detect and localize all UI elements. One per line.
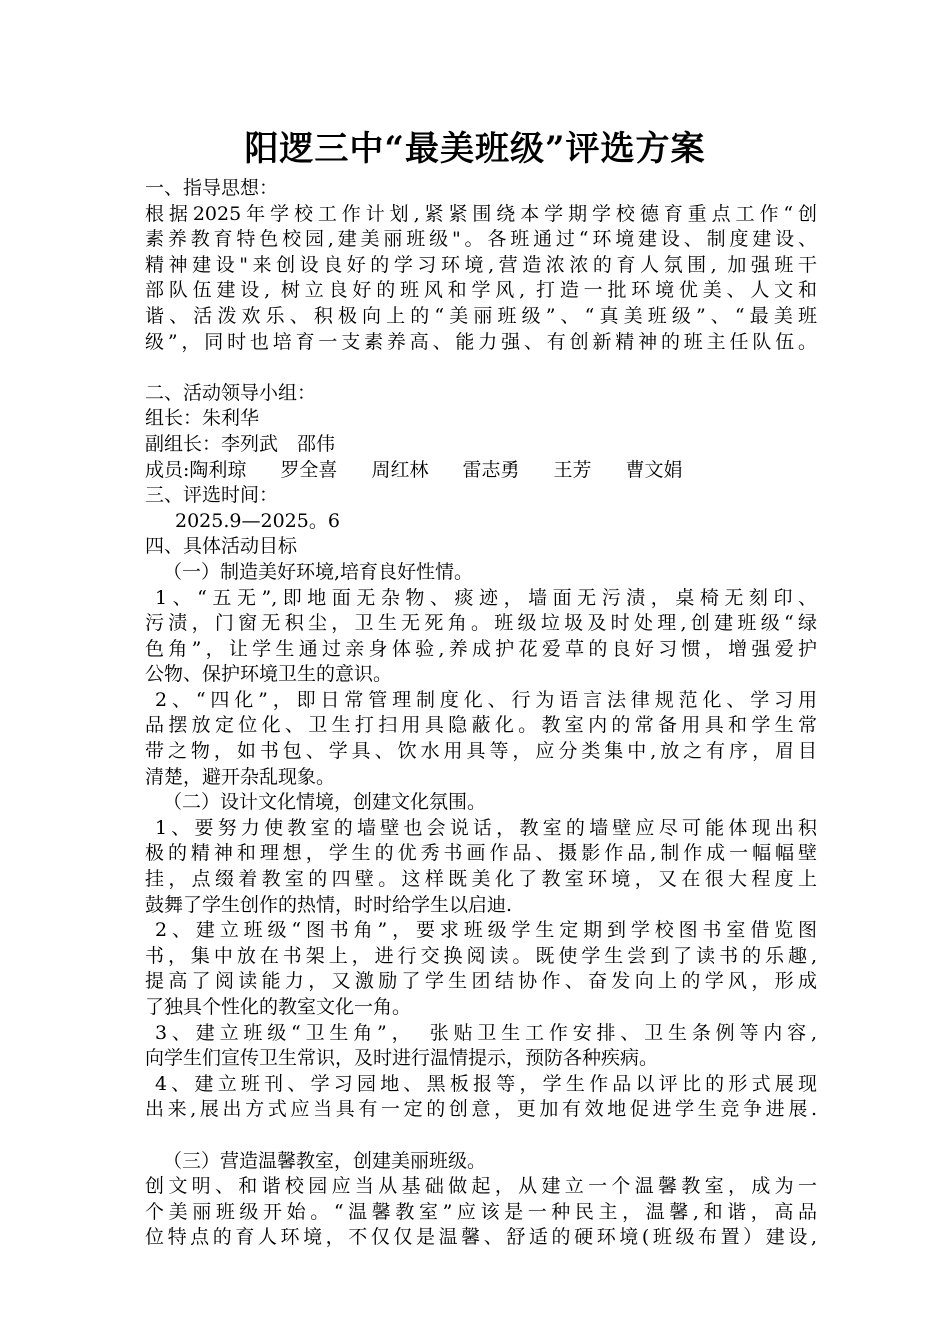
paragraph-line: 提高了阅读能力，又激励了学生团结协作、奋发向上的学风，形成 [145, 970, 817, 993]
section-heading: 一、指导思想： [145, 177, 279, 199]
paragraph-line: 创文明、和谐校园应当从基础做起，从建立一个温馨教室，成为一 [145, 1175, 817, 1198]
member-name: 陶利琼 [189, 458, 247, 481]
paragraph-line: 个美丽班级开始。“温馨教室”应该是一种民主，温馨,和谐，高品 [145, 1200, 817, 1223]
paragraph-line: 带之物，如书包、学具、饮水用具等，应分类集中,放之有序，眉目 [145, 740, 817, 763]
subsection-heading: （二）设计文化情境，创建文化氛围。 [163, 791, 487, 814]
paragraph-line: 污渍，门窗无积尘，卫生无死角。班级垃圾及时处理,创建班级“绿 [145, 612, 817, 635]
paragraph-line: 鼓舞了学生创作的热情，时时给学生以启迪. [145, 893, 513, 916]
paragraph-line: 品摆放定位化、卫生打扫用具隐蔽化。教室内的常备用具和学生常 [145, 714, 817, 737]
group-deputy: 副组长：李列武 邵伟 [145, 432, 336, 455]
member-name: 王芳 [553, 458, 592, 481]
subsection-heading: （三）营造温馨教室，创建美丽班级。 [163, 1149, 487, 1172]
section-heading: 三、评选时间： [145, 484, 279, 507]
members-label: 成员: [145, 458, 190, 481]
section-heading: 四、具体活动目标 [145, 535, 298, 558]
subsection-heading: （一）制造美好环境,培育良好性情。 [163, 560, 474, 583]
paragraph-line: 级”，同时也培育一支素养高、能力强、有创新精神的班主任队伍。 [145, 330, 817, 353]
paragraph-line: 素养教育特色校园,建美丽班级"。各班通过“环境建设、制度建设、 [145, 228, 817, 251]
paragraph-line: 1、“五无”,即地面无杂物、痰迹，墙面无污渍，桌椅无刻印、 [155, 586, 817, 609]
evaluation-time: 2025.9—2025。6 [175, 509, 340, 532]
paragraph-line: 向学生们宣传卫生常识，及时进行温情提示，预防各种疾病。 [145, 1047, 659, 1070]
member-name: 周红林 [371, 458, 429, 481]
document-body [145, 176, 817, 1251]
paragraph-line: 挂，点缀着教室的四壁。这样既美化了教室环境，又在很大程度上 [145, 868, 817, 891]
paragraph-line: 3、建立班级“卫生角”， 张贴卫生工作安排、卫生条例等内容, [155, 1021, 817, 1044]
paragraph-line: 谐、活泼欢乐、积极向上的“美丽班级”、“真美班级”、“最美班 [145, 304, 817, 327]
group-leader: 组长：朱利华 [145, 407, 260, 430]
paragraph-line: 出来,展出方式应当具有一定的创意，更加有效地促进学生竞争进展. [145, 1098, 817, 1121]
paragraph-line: 1、要努力使教室的墙壁也会说话，教室的墙壁应尽可能体现出积 [155, 816, 817, 839]
section-heading: 二、活动领导小组： [145, 381, 317, 404]
paragraph-line: 公物、保护环境卫生的意识。 [145, 663, 393, 686]
paragraph-line: 2、建立班级“图书角”，要求班级学生定期到学校图书室借览图 [155, 919, 817, 942]
paragraph-line: 了独具个性化的教室文化一角。 [145, 996, 412, 1018]
member-name: 罗全喜 [280, 458, 338, 481]
paragraph-line: 精神建设"来创设良好的学习环境,营造浓浓的育人氛围, 加强班干 [145, 253, 817, 276]
group-members [145, 458, 817, 484]
paragraph-line: 2、“四化”，即日常管理制度化、行为语言法律规范化、学习用 [155, 688, 817, 711]
paragraph-line: 清楚，避开杂乱现象。 [145, 765, 336, 788]
paragraph-line: 位特点的育人环境，不仅仅是温馨、舒适的硬环境(班级布置）建设, [145, 1226, 817, 1249]
member-name: 雷志勇 [462, 458, 520, 481]
paragraph-line: 根据2025年学校工作计划,紧紧围绕本学期学校德育重点工作“创 [145, 202, 817, 225]
paragraph-line: 极的精神和理想，学生的优秀书画作品、摄影作品,制作成一幅幅壁 [145, 842, 817, 865]
blank-line [145, 355, 817, 381]
blank-line [145, 1123, 817, 1149]
paragraph-line: 4、建立班刊、学习园地、黑板报等，学生作品以评比的形式展现 [155, 1072, 817, 1095]
paragraph-line: 部队伍建设, 树立良好的班风和学风, 打造一批环境优美、人文和 [145, 279, 817, 302]
paragraph-line: 书，集中放在书架上，进行交换阅读。既使学生尝到了读书的乐趣, [145, 944, 817, 967]
document-title: 阳逻三中“最美班级”评选方案 [244, 129, 706, 169]
paragraph-line: 色角”，让学生通过亲身体验,养成护花爱草的良好习惯，增强爱护 [145, 637, 817, 660]
member-name: 曹文娟 [625, 458, 683, 481]
